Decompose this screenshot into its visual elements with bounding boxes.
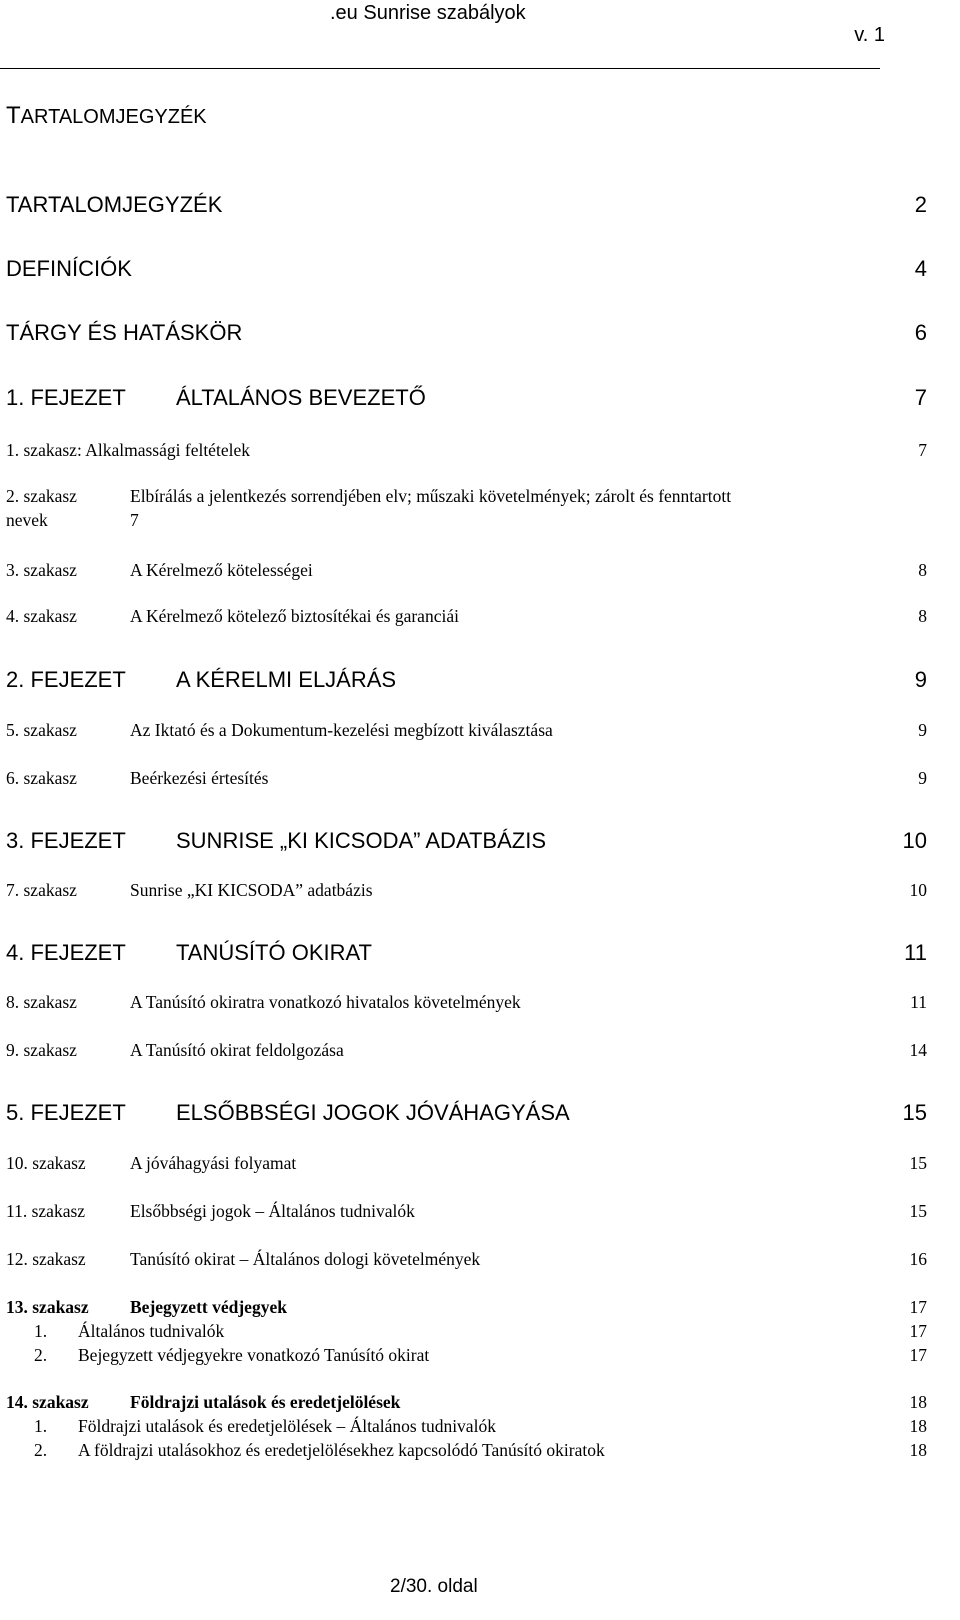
header-version: v. 1 <box>854 24 885 46</box>
toc-section-page: 7 <box>130 510 139 530</box>
toc-subsection[interactable] <box>6 1321 927 1342</box>
toc-section-page: 16 <box>909 1249 927 1269</box>
toc-section-number: 13. szakasz <box>6 1297 89 1317</box>
toc-subsection[interactable] <box>6 1440 927 1461</box>
toc-section-page: 15 <box>909 1153 927 1173</box>
toc-chapter-number: 3. FEJEZET <box>6 828 126 853</box>
toc-entry[interactable] <box>6 256 927 282</box>
toc-subsection-number: 2. <box>34 1440 48 1460</box>
toc-section-page: 18 <box>909 1392 927 1412</box>
toc-section-number: 1. szakasz: <box>6 440 82 460</box>
header-title: .eu Sunrise szabályok <box>330 2 526 24</box>
toc-entry-page: 4 <box>914 256 927 281</box>
toc-section-title: Földrajzi utalások és eredetjelölések <box>130 1392 401 1412</box>
toc-section[interactable] <box>6 768 927 789</box>
toc-chapter-number: 4. FEJEZET <box>6 940 126 965</box>
toc-section-title: Elsőbbségi jogok – Általános tudnivalók <box>130 1201 415 1221</box>
toc-chapter-title: SUNRISE „KI KICSODA” ADATBÁZIS <box>176 828 546 853</box>
toc-chapter-page: 15 <box>902 1100 927 1125</box>
toc-chapter-page: 9 <box>914 667 927 692</box>
toc-section-title: A jóváhagyási folyamat <box>130 1153 297 1173</box>
toc-section-title: Bejegyzett védjegyek <box>130 1297 287 1317</box>
toc-chapter-page: 10 <box>902 828 927 853</box>
toc-section[interactable] <box>6 484 927 532</box>
toc-section-page: 8 <box>918 606 927 626</box>
toc-heading-initial: T <box>6 102 21 129</box>
toc-section-page: 8 <box>918 560 927 580</box>
toc-section-title: Elbírálás a jelentkezés sorrendjében elv; műszaki követelmények; zárolt és fenntartott <box>130 486 732 506</box>
toc-section-title: Az Iktató és a Dokumentum-kezelési megbízott kiválasztása <box>130 720 553 740</box>
toc-section-number: 3. szakasz <box>6 560 77 580</box>
toc-section-title: Alkalmassági feltételek <box>85 440 250 460</box>
toc-chapter[interactable] <box>6 940 927 966</box>
toc-chapter-title: TANÚSÍTÓ OKIRAT <box>176 940 372 965</box>
toc-section[interactable] <box>6 1297 927 1318</box>
toc-section-title: Beérkezési értesítés <box>130 768 269 788</box>
toc-subsection-page: 17 <box>909 1321 927 1341</box>
header-divider <box>0 68 880 69</box>
toc-chapter-page: 11 <box>904 940 927 965</box>
toc-chapter-number: 2. FEJEZET <box>6 667 126 692</box>
toc-section-page: 9 <box>918 768 927 788</box>
toc-heading <box>6 102 207 130</box>
toc-entry-page: 6 <box>914 320 927 345</box>
toc-section-number: 9. szakasz <box>6 1040 77 1060</box>
toc-section-title: Tanúsító okirat – Általános dologi követelmények <box>130 1249 481 1269</box>
toc-section[interactable] <box>6 560 927 581</box>
toc-subsection-title: Bejegyzett védjegyekre vonatkozó Tanúsító okirat <box>78 1345 430 1365</box>
toc-heading-rest: ARTALOMJEGYZÉK <box>20 106 207 128</box>
toc-subsection-number: 1. <box>34 1321 48 1341</box>
toc-section[interactable] <box>6 992 927 1013</box>
toc-chapter[interactable] <box>6 1100 927 1126</box>
toc-section[interactable] <box>6 606 927 627</box>
toc-entry[interactable] <box>6 320 927 346</box>
toc-subsection-page: 17 <box>909 1345 927 1365</box>
toc-subsection-title: Földrajzi utalások és eredetjelölések – Általános tudnivalók <box>78 1416 496 1436</box>
toc-section-number: 7. szakasz <box>6 880 77 900</box>
toc-section-title: A Kérelmező kötelességei <box>130 560 313 580</box>
toc-chapter-title: ELSŐBBSÉGI JOGOK JÓVÁHAGYÁSA <box>176 1100 570 1125</box>
toc-section-title: Sunrise „KI KICSODA” adatbázis <box>130 880 373 900</box>
toc-chapter-title: ÁLTALÁNOS BEVEZETŐ <box>176 385 426 410</box>
toc-subsection-number: 1. <box>34 1416 48 1436</box>
toc-entry-text: TARTALOMJEGYZÉK <box>6 192 223 217</box>
toc-section-number: 12. szakasz <box>6 1249 86 1269</box>
toc-subsection-page: 18 <box>909 1416 927 1436</box>
toc-subsection-page: 18 <box>909 1440 927 1460</box>
toc-section-page: 10 <box>909 880 927 900</box>
toc-section-text <box>6 440 910 461</box>
toc-entry-page: 2 <box>914 192 927 217</box>
toc-section-page: 9 <box>918 720 927 740</box>
toc-section-title: A Tanúsító okiratra vonatkozó hivatalos követelmények <box>130 992 521 1012</box>
toc-section-page: 7 <box>918 440 927 460</box>
toc-chapter-number: 1. FEJEZET <box>6 385 126 410</box>
toc-section-number: 8. szakasz <box>6 992 77 1012</box>
toc-section[interactable] <box>6 1201 927 1222</box>
toc-section-number: 4. szakasz <box>6 606 77 626</box>
toc-chapter[interactable] <box>6 667 927 693</box>
toc-section-page: 11 <box>910 992 927 1012</box>
toc-entry[interactable] <box>6 192 927 218</box>
toc-section-number: 14. szakasz <box>6 1392 89 1412</box>
toc-section[interactable] <box>6 1392 927 1413</box>
toc-section[interactable] <box>6 880 927 901</box>
toc-section-page: 15 <box>909 1201 927 1221</box>
toc-subsection-title: Általános tudnivalók <box>78 1321 225 1341</box>
toc-subsection[interactable] <box>6 1416 927 1437</box>
toc-chapter[interactable] <box>6 385 927 411</box>
toc-chapter-title: A KÉRELMI ELJÁRÁS <box>176 667 397 692</box>
toc-section-title: A Kérelmező kötelező biztosítékai és garanciái <box>130 606 459 626</box>
toc-section-number: 5. szakasz <box>6 720 77 740</box>
toc-section-title-cont: nevek <box>6 510 48 530</box>
toc-section[interactable] <box>6 440 927 461</box>
toc-chapter-number: 5. FEJEZET <box>6 1100 126 1125</box>
toc-section[interactable] <box>6 720 927 741</box>
toc-subsection-number: 2. <box>34 1345 48 1365</box>
toc-section-number: 2. szakasz <box>6 486 77 506</box>
toc-subsection-title: A földrajzi utalásokhoz és eredetjelölésekhez kapcsolódó Tanúsító okiratok <box>78 1440 605 1460</box>
toc-subsection[interactable] <box>6 1345 927 1366</box>
toc-chapter[interactable] <box>6 828 927 854</box>
toc-section[interactable] <box>6 1249 927 1270</box>
toc-section-number: 6. szakasz <box>6 768 77 788</box>
toc-entry-text: DEFINÍCIÓK <box>6 256 132 281</box>
toc-entry-text: TÁRGY ÉS HATÁSKÖR <box>6 320 243 345</box>
toc-section-page: 17 <box>909 1297 927 1317</box>
page-number-footer: 2/30. oldal <box>390 1576 478 1597</box>
toc-section[interactable] <box>6 1040 927 1061</box>
toc-section-number: 10. szakasz <box>6 1153 86 1173</box>
toc-chapter-page: 7 <box>914 385 927 410</box>
toc-section-title: A Tanúsító okirat feldolgozása <box>130 1040 344 1060</box>
toc-section-number: 11. szakasz <box>6 1201 86 1221</box>
toc-section[interactable] <box>6 1153 927 1174</box>
toc-section-page: 14 <box>909 1040 927 1060</box>
